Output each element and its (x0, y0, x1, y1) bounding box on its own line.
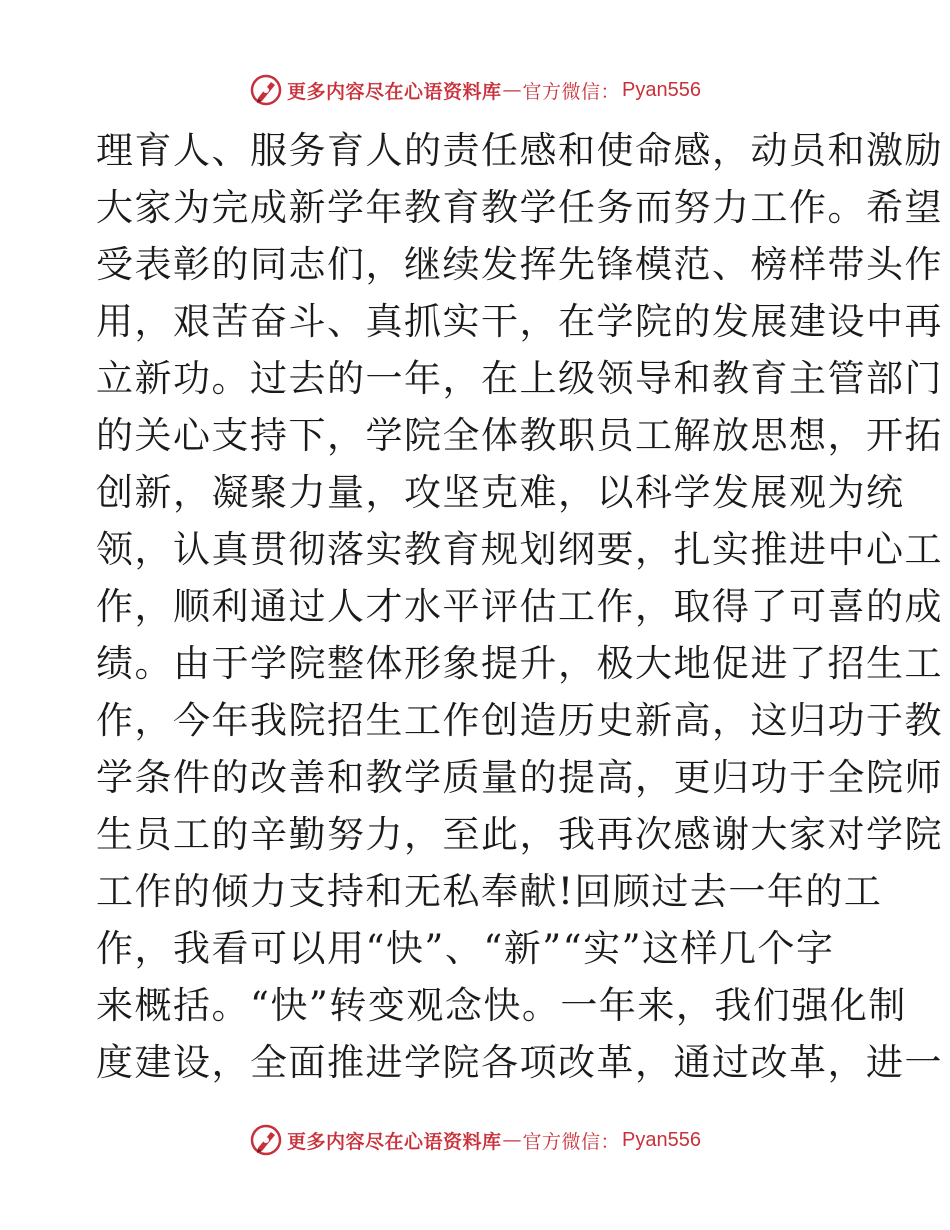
text-line: 作，我看可以用“快”、“新”“实”这样几个字 (96, 927, 835, 970)
banner-dash: — (502, 79, 522, 101)
pen-circle-logo-icon (249, 73, 283, 107)
banner-wechat-id: Pyan556 (622, 78, 701, 101)
banner-title: 更多内容尽在心语资料库 (287, 1130, 502, 1153)
text-line: 理育人、服务育人的责任感和使命感，动员和激励 (96, 129, 943, 172)
banner-wechat-label: 官方微信： (522, 80, 621, 103)
text-line: 作，今年我院招生工作创造历史新高，这归功于教 (96, 699, 943, 742)
banner-wechat-id: Pyan556 (622, 1128, 701, 1151)
text-line: 绩。由于学院整体形象提升，极大地促进了招生工 (96, 642, 943, 685)
text-line: 来概括。“快”转变观念快。一年来，我们强化制 (96, 984, 907, 1027)
footer-banner (0, 1120, 950, 1160)
text-line: 生员工的辛勤努力，至此，我再次感谢大家对学院 (96, 813, 943, 856)
text-line: 用，艰苦奋斗、真抓实干，在学院的发展建设中再 (96, 300, 943, 343)
text-line: 创新，凝聚力量，攻坚克难，以科学发展观为统 (96, 471, 905, 514)
banner-dash: — (502, 1129, 522, 1151)
text-line: 作，顺利通过人才水平评估工作，取得了可喜的成 (96, 585, 943, 628)
header-banner (0, 70, 950, 110)
text-line: 受表彰的同志们，继续发挥先锋模范、榜样带头作 (96, 243, 943, 286)
pen-circle-logo-icon (249, 1123, 283, 1157)
text-line: 立新功。过去的一年，在上级领导和教育主管部门 (96, 357, 943, 400)
text-line: 学条件的改善和教学质量的提高，更归功于全院师 (96, 756, 943, 799)
text-line: 的关心支持下，学院全体教职员工解放思想，开拓 (96, 414, 943, 457)
banner-title: 更多内容尽在心语资料库 (287, 80, 502, 103)
text-line: 大家为完成新学年教育教学任务而努力工作。希望 (96, 186, 943, 229)
text-line: 工作的倾力支持和无私奉献!回顾过去一年的工 (96, 870, 883, 913)
text-line: 领，认真贯彻落实教育规划纲要，扎实推进中心工 (96, 528, 943, 571)
banner-wechat-label: 官方微信： (522, 1130, 621, 1153)
text-line: 度建设，全面推进学院各项改革，通过改革，进一 (96, 1041, 943, 1084)
document-body (96, 122, 943, 1091)
